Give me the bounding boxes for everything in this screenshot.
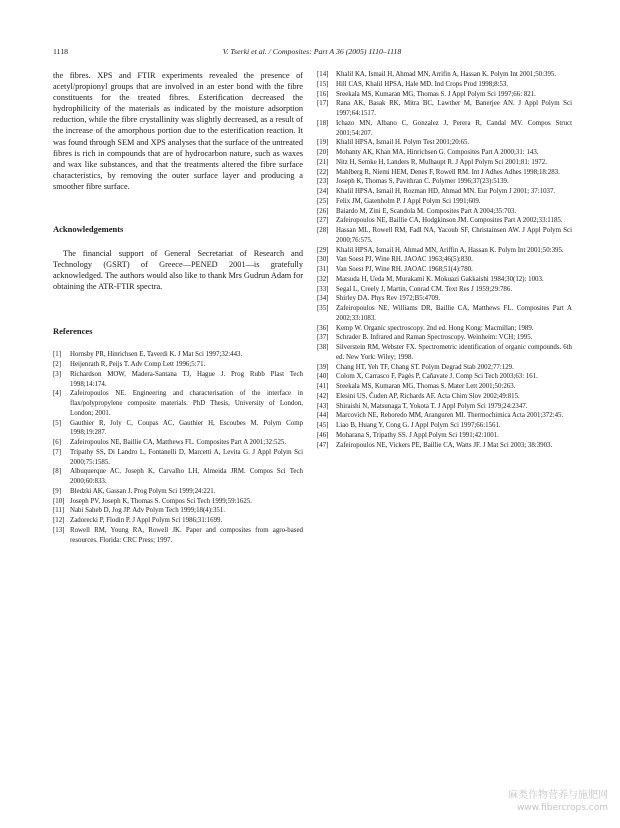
reference-text: Van Soest PJ, Wine RH. JAOAC 1968;51(4):780. <box>336 266 473 273</box>
reference-text: Hassan ML, Rowell RM, Fadl NA, Yacoub SF, Christainsen AW. J Appl Polym Sci 2000;76:575. <box>336 227 572 244</box>
reference-text: Colom X, Carrasco F, Pagès P, Cañavate J. Comp Sci Tech 2003;63: 161. <box>336 373 538 381</box>
reference-number: [38] <box>317 344 329 351</box>
reference-item <box>317 216 572 226</box>
reference-number: [26] <box>317 207 329 215</box>
reference-text: Moharana S, Tripathy SS. J Appl Polym Sci 1991;42:1001. <box>336 431 499 439</box>
reference-text: Van Soest PJ, Wine RH. JAOAC 1963;46(5):830. <box>336 256 473 264</box>
reference-text: Ichazo MN, Albano C, Gonzalez J, Perera R, Candal MV. Compos Struct 2001;54:207. <box>336 119 572 137</box>
reference-text: Elesini US, Čuden AP, Richards AF. Acta Chim Slov 2002;49:815. <box>336 392 520 400</box>
reference-item <box>53 497 303 507</box>
reference-item <box>317 99 572 119</box>
reference-item <box>53 506 303 516</box>
reference-number: [16] <box>317 90 329 98</box>
reference-number: [32] <box>317 275 329 283</box>
reference-item <box>317 275 572 285</box>
reference-number: [17] <box>317 100 329 108</box>
reference-item <box>317 119 572 139</box>
reference-item <box>317 421 572 431</box>
reference-item <box>53 526 303 546</box>
reference-text: Khalil HPSA, Ismail H, Ahmad MN, Ariffin A, Hassan K. Polym Int 2001;50:395. <box>336 246 564 254</box>
reference-number: [18] <box>317 119 329 127</box>
watermark-chinese-text: 麻类作物营养与施肥网 <box>508 790 608 801</box>
reference-text: Nitz H, Semke H, Landers R, Mulhaupt R. J Appl Polym Sci 2001;81: 1972. <box>336 158 547 166</box>
site-watermark <box>498 790 608 814</box>
reference-number: [13] <box>53 526 65 534</box>
reference-item <box>317 255 572 265</box>
reference-list-left <box>53 350 303 545</box>
reference-number: [21] <box>317 158 329 166</box>
reference-number: [35] <box>317 305 329 312</box>
reference-text: Zafeiropoulos NE, Williams DR, Baillie CA, Matthews FL. Composites Part A 2002;33:1083. <box>336 305 572 322</box>
reference-text: Bledzki AK, Gassan J. Prog Polym Sci 1999;24:221. <box>70 487 216 495</box>
reference-text: Sreekala MS, Kumaran MG, Thomas S. Mater Lett 2001;50:263. <box>336 383 516 390</box>
reference-item <box>53 419 303 439</box>
reference-item <box>317 226 572 246</box>
conclusion-paragraph: the fibres. XPS and FTIR experiments revealed the presence of acetyl/propionyl groups that are involved in an ester bond with the fibre constituents for the treated fibres. Esterification decreased the hydrophilicity of the materials as indicated by the moisture adsorption reduction, while the fibre crystallinity was slightly decreased, as a result of the increase of the amorphous portion due to the esterification reaction. It was found through SEM and XPS analyses that the surface of the untreated fibres is rich in compounds that are of hydrocarbon nature, such as waxes and wax like substances, and that the treatments altered the fibre surface characteristics, by removing the outer surface layer and producing a smoother fibre surface. <box>53 71 303 191</box>
reference-text: Khalil KA, Ismail H, Ahmad MN, Arrifin A, Hassan K. Polym Int 2001;50:395. <box>336 71 557 78</box>
reference-text: Mohanty AK, Khan MA, Hinrichsen G. Composites Part A 2000;31: 143. <box>336 149 539 156</box>
reference-number: [8] <box>53 468 62 476</box>
reference-number: [46] <box>317 431 329 439</box>
reference-number: [19] <box>317 139 329 147</box>
reference-number: [9] <box>53 487 62 495</box>
reference-number: [36] <box>317 324 329 332</box>
reference-number: [10] <box>53 497 65 505</box>
reference-number: [23] <box>317 178 329 186</box>
reference-number: [4] <box>53 390 62 398</box>
reference-text: Shirley DA. Phys Rev 1972;B5:4709. <box>336 295 441 303</box>
reference-text: Baiardo M, Zini E, Scandola M. Composites Part A 2004;35:703. <box>336 207 517 215</box>
reference-item <box>317 265 572 275</box>
reference-number: [28] <box>317 227 329 234</box>
reference-item <box>53 467 303 487</box>
reference-text: Rowell RM, Young RA, Rowell JK. Paper and composites from agro-based resources. Florida: CRC Press; 1997. <box>70 526 303 544</box>
acknowledgements-heading: Acknowledgements <box>53 224 124 235</box>
reference-number: [42] <box>317 392 329 400</box>
reference-text: Khalil HPSA, Ismail H, Rozman HD, Ahmad MN. Eur Polym J 2001; 37:1037. <box>336 188 556 195</box>
reference-text: Segal L, Creely J, Martin, Conrad CM. Text Res J 1959;29:786. <box>336 285 513 293</box>
reference-item <box>317 294 572 304</box>
reference-number: [14] <box>317 71 329 78</box>
reference-text: Schrader B. Infrared and Raman Spectroscopy. Weinheim: VCH; 1995. <box>336 334 533 342</box>
reference-item <box>317 70 572 80</box>
running-header <box>53 46 571 58</box>
reference-text: Kemp W. Organic spectroscopy. 2nd ed. Hong Kong: Macmillan; 1989. <box>336 324 534 332</box>
reference-text: Zafeiropoulos NE, Baillie CA, Hodgkinson JM. Composites Part A 2002;33:1185. <box>336 217 563 225</box>
reference-item <box>53 360 303 370</box>
reference-number: [40] <box>317 373 329 381</box>
reference-item <box>317 324 572 334</box>
reference-item <box>317 148 572 158</box>
reference-text: Zafeiropoulos NE. Engineering and characterisation of the interface in flax/polypropylene composite materials. PhD Thesis, University of London, London; 2001. <box>70 390 303 417</box>
reference-number: [20] <box>317 149 329 156</box>
reference-item <box>317 343 572 363</box>
reference-number: [3] <box>53 370 62 378</box>
reference-text: Rana AK, Basak RK, Mitra BC, Lawther M, Banerjee AN. J Appl Polym Sci 1997;64:1517. <box>336 100 572 117</box>
reference-text: Felix JM, Gatenholm P. J Appl Polym Sci 1991;609. <box>336 197 481 205</box>
reference-number: [24] <box>317 188 329 195</box>
reference-text: Zafeiropoulos NE, Baillie CA, Matthews FL. Composites Part A 2001;32:525. <box>70 439 287 447</box>
reference-item <box>317 138 572 148</box>
reference-text: Chang HT, Yeh TF, Chang ST. Polym Degrad Stab 2002;77:129. <box>336 363 514 371</box>
reference-number: [1] <box>53 351 62 359</box>
reference-number: [47] <box>317 441 329 449</box>
reference-item <box>317 382 572 392</box>
reference-number: [43] <box>317 402 329 410</box>
left-column <box>53 70 303 545</box>
reference-item <box>317 402 572 412</box>
reference-item <box>317 372 572 382</box>
reference-item <box>53 389 303 418</box>
acknowledgements-text: The financial support of General Secretariat of Research and Technology (GSRT) of Greece—PENED 2001—is gratefully acknowledged. The authors would also like to thank Mrs Gudrun Adam for obtaining the ATR-FTIR spectra. <box>53 249 303 292</box>
reference-text: Zafeiropoulos NE, Vickers PE, Baillie CA, Watts JF. J Mat Sci 2003; 38:3903. <box>336 441 553 449</box>
reference-number: [2] <box>53 361 62 369</box>
reference-number: [37] <box>317 334 329 342</box>
reference-text: Tripathy SS, Di Landro L, Fontanelli D, Marcetti A, Levita G. J Appl Polym Sci 2000;75:1585. <box>70 448 303 466</box>
reference-number: [11] <box>53 507 65 515</box>
reference-number: [7] <box>53 448 62 456</box>
references-heading: References <box>53 326 93 337</box>
right-column <box>317 70 572 450</box>
reference-item <box>317 363 572 373</box>
reference-item <box>53 370 303 390</box>
page-number: 1118 <box>53 47 69 56</box>
reference-item <box>317 246 572 256</box>
reference-item <box>53 438 303 448</box>
reference-text: Joseph K, Thomas S, Pavithran C. Polymer 1996;37(23):5139. <box>336 178 509 186</box>
reference-item <box>317 411 572 421</box>
reference-text: Hill CAS, Khalil HPSA, Hale MD. Ind Crops Prod 1998;8:53. <box>336 80 509 88</box>
reference-item <box>317 207 572 217</box>
reference-item <box>53 516 303 526</box>
reference-number: [39] <box>317 363 329 371</box>
reference-item <box>317 392 572 402</box>
reference-item <box>317 80 572 90</box>
reference-item <box>53 350 303 360</box>
reference-item <box>317 304 572 324</box>
reference-number: [45] <box>317 422 329 429</box>
reference-number: [30] <box>317 256 329 264</box>
reference-number: [27] <box>317 217 329 225</box>
reference-item <box>317 177 572 187</box>
reference-item <box>317 431 572 441</box>
watermark-url: www.fibercrops.com <box>517 803 608 813</box>
reference-number: [22] <box>317 168 329 176</box>
reference-list-right <box>317 70 572 450</box>
reference-item <box>317 90 572 100</box>
reference-item <box>53 487 303 497</box>
reference-number: [33] <box>317 285 329 293</box>
reference-text: Mahlberg R, Niemi HEM, Denes F, Rowell RM. Int J Adhes Adhes 1998;18:283. <box>336 168 560 176</box>
reference-number: [34] <box>317 295 329 303</box>
reference-text: Richardson MOW, Madera-Santana TJ, Hague J. Prog Rubb Plast Tech 1998;14:174. <box>70 370 303 388</box>
reference-number: [29] <box>317 246 329 254</box>
reference-number: [6] <box>53 439 62 447</box>
reference-text: Gauthier R, Joly C, Coupas AC, Gauthier H, Escoubes M. Polym Comp 1998;19:287. <box>70 419 303 437</box>
reference-text: Shiraishi N, Matsunaga T, Yokota T. J Appl Polym Sci 1979;24:2347. <box>336 402 528 410</box>
reference-item <box>317 158 572 168</box>
reference-item <box>317 333 572 343</box>
reference-text: Liao B, Huang Y, Cong G. J Appl Polym Sci 1997;66:1561. <box>336 422 501 429</box>
reference-item <box>317 187 572 197</box>
reference-item <box>317 285 572 295</box>
reference-number: [25] <box>317 197 329 205</box>
reference-item <box>317 168 572 178</box>
reference-text: Marcovich NE, Reboredo MM, Aranguren MI. Thermochimica Acta 2001;372:45. <box>336 412 564 420</box>
reference-number: [5] <box>53 419 62 427</box>
reference-item <box>317 441 572 451</box>
reference-text: Khalil HPSA, Ismail H. Polym Test 2001;20:65. <box>336 139 470 147</box>
reference-text: Nabi Saheb D, Jog JP. Adv Polym Tech 1999;18(4):351. <box>70 507 225 515</box>
reference-text: Hornsby PR, Hinrichsen E, Taverdi K. J Mat Sci 1997;32:443. <box>70 351 243 359</box>
reference-text: Heijenrath R, Peijs T. Adv Comp Lett 1996;5:71. <box>70 361 206 369</box>
reference-text: Sreekala MS, Kumaran MG, Thomas S. J Appl Polym Sci 1997;66: 821. <box>336 90 536 98</box>
reference-text: Matsuda H, Ueda M, Murakami K. Mokuazi Gakkaishi 1984;30(12): 1003. <box>336 275 544 283</box>
reference-text: Zadorecki P, Flodin P. J Appl Polym Sci 1986;31:1699. <box>70 517 223 525</box>
reference-item <box>317 197 572 207</box>
reference-number: [31] <box>317 266 329 273</box>
reference-text: Albuquerque AC, Joseph K, Carvalho LH, Almeida JRM. Compos Sci Tech 2000;60:833. <box>70 468 303 486</box>
reference-text: Joseph PV, Joseph K, Thomas S. Compos Sci Tech 1999;59:1625. <box>70 497 252 505</box>
reference-number: [12] <box>53 517 65 525</box>
reference-number: [44] <box>317 412 329 420</box>
reference-number: [15] <box>317 80 329 88</box>
reference-number: [41] <box>317 383 329 390</box>
reference-item <box>53 448 303 468</box>
reference-text: Silverstein RM, Webster FX. Spectrometric identification of organic compounds. 6th ed. New York: Wiley; 1998. <box>336 344 572 361</box>
journal-citation: V. Tserki et al. / Composites: Part A 36 (2005) 1110–1118 <box>222 47 402 56</box>
